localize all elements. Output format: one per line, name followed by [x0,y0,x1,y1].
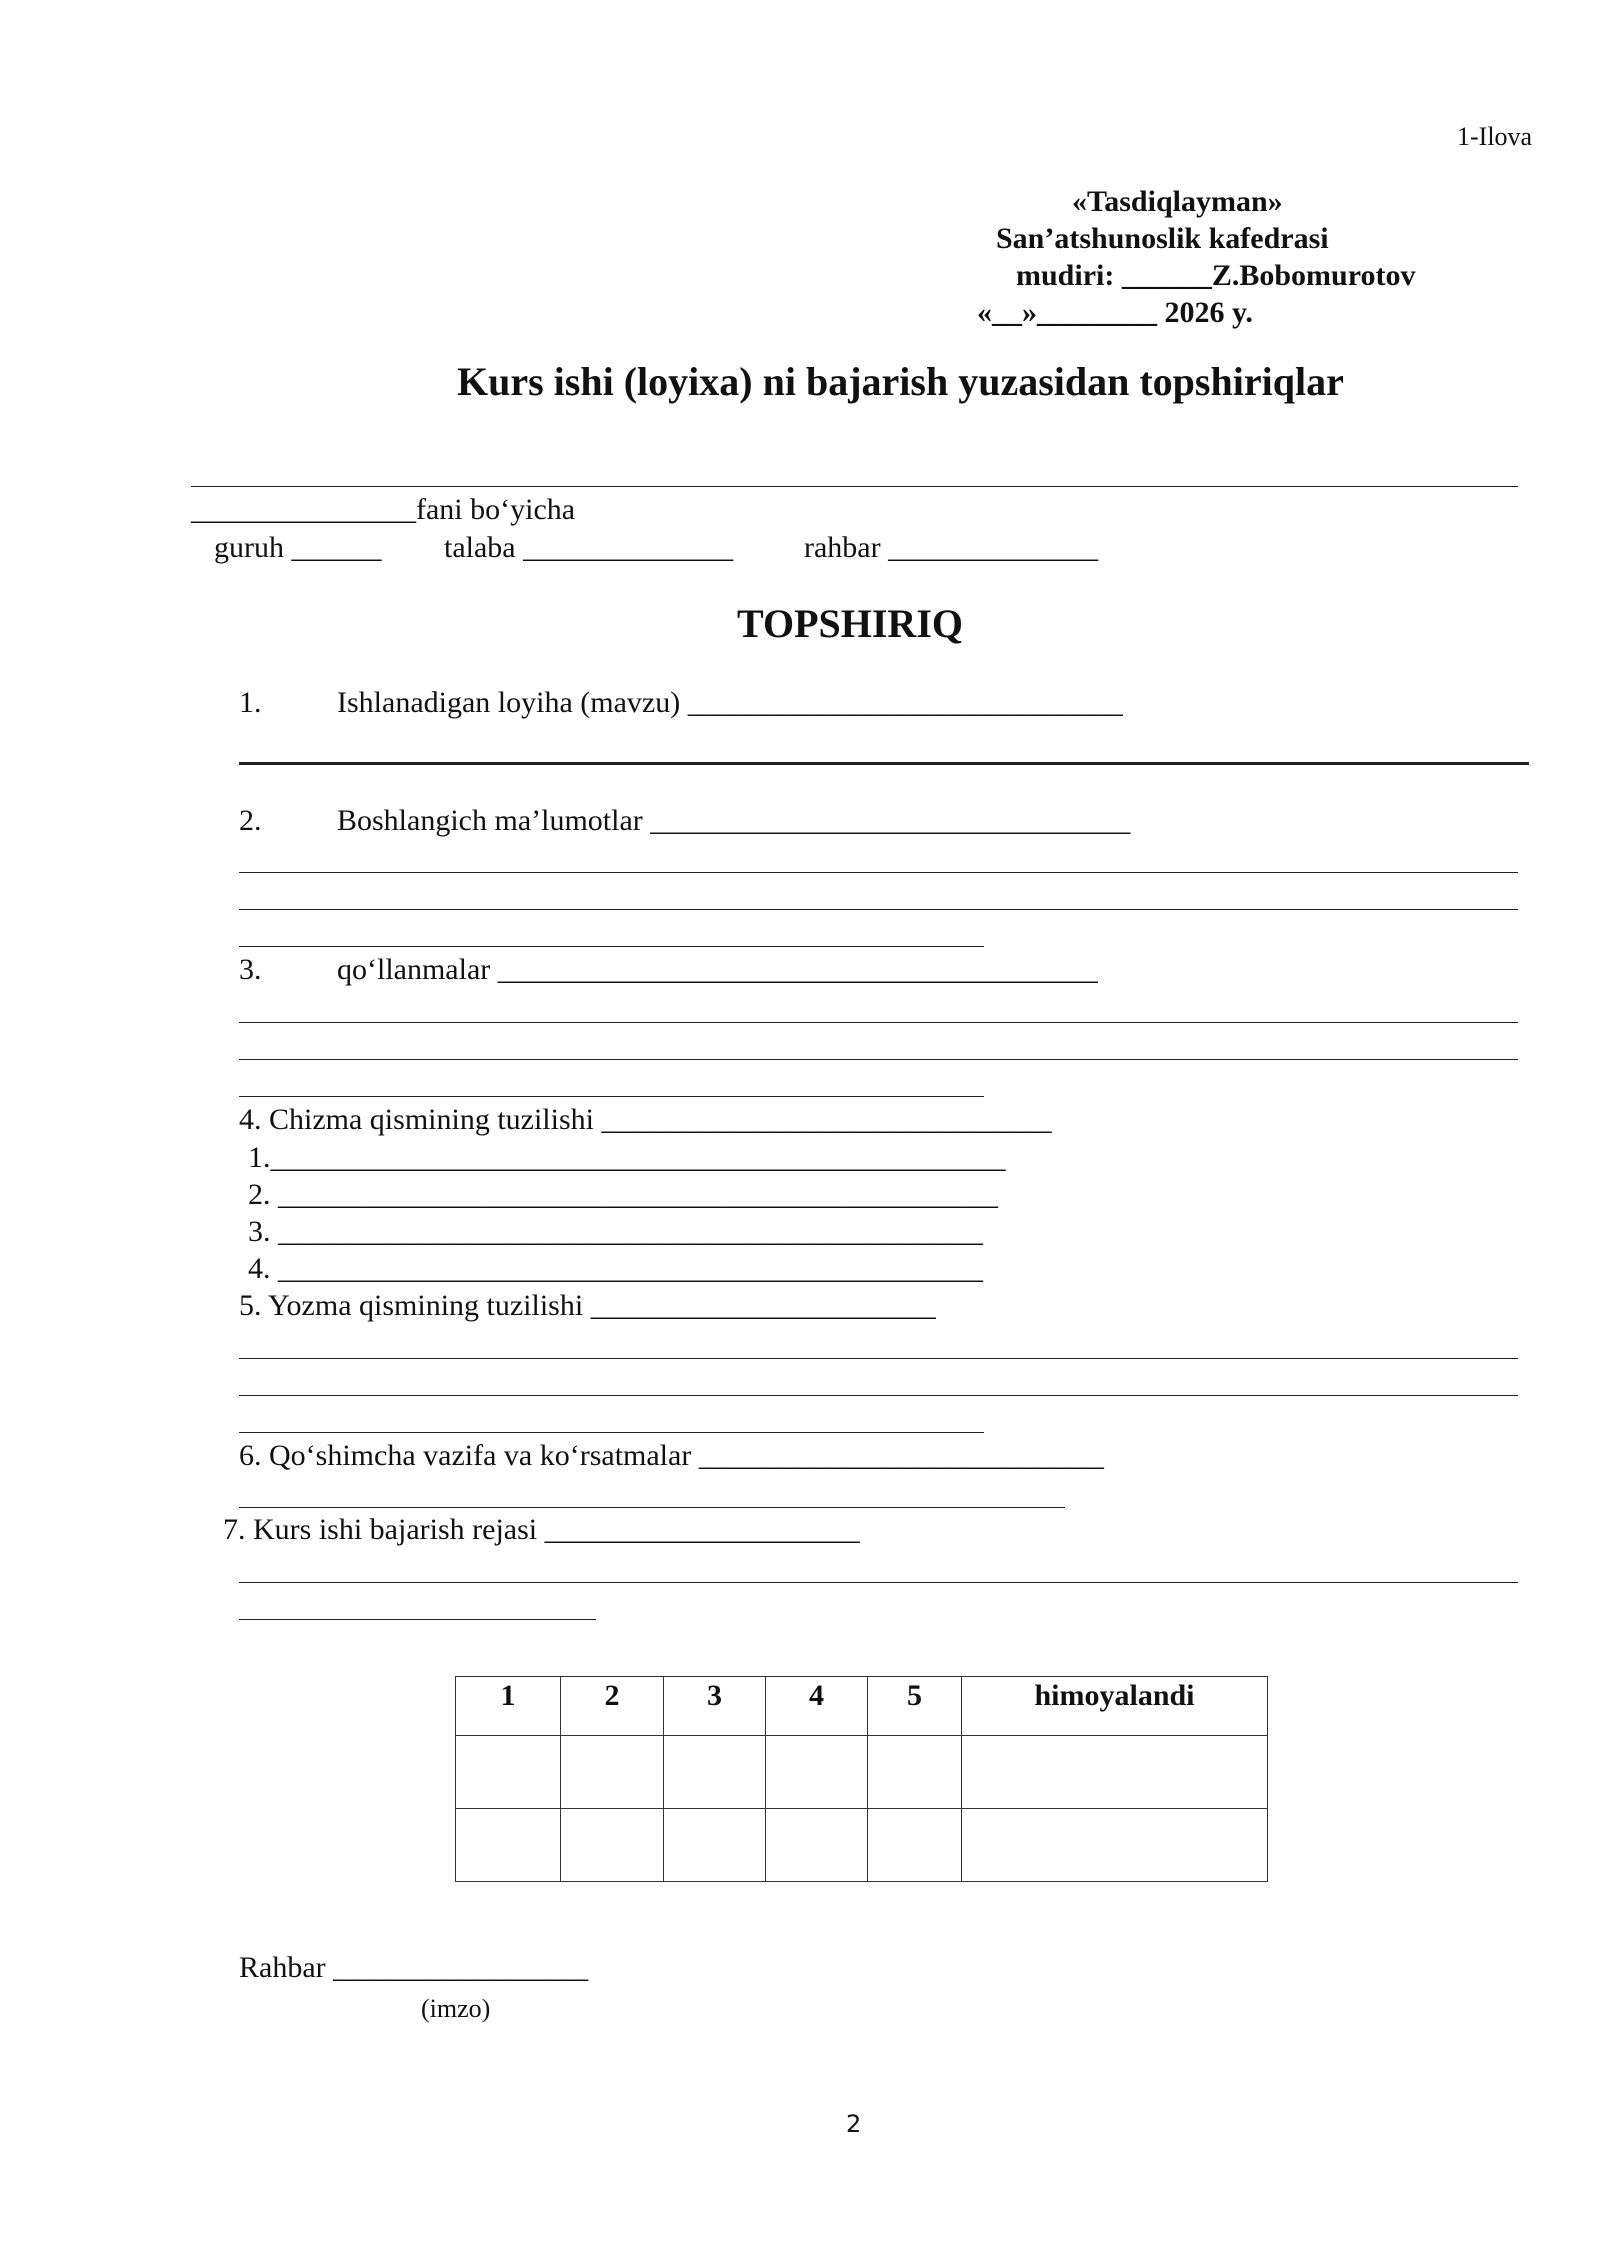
blank-line [239,762,1529,765]
table-row [456,1736,1268,1809]
approval-line-3: mudiri: ______Z.Bobomurotov [1016,259,1416,292]
table-header-cell: 5 [868,1677,962,1736]
page-title: Kurs ishi (loyixa) ni bajarish yuzasidan topshiriqlar [457,359,1344,404]
item-5-text: 5. Yozma qismining tuzilishi _______________________ [239,1289,936,1322]
item-6-text: 6. Qo‘shimcha vazifa va ko‘rsatmalar ___________________________ [239,1439,1104,1472]
item-4-sub-1: 1._________________________________________________ [248,1141,1006,1174]
table-header-cell: 3 [664,1677,766,1736]
table-row [456,1809,1268,1882]
blank-line [239,1096,984,1097]
approval-line-1: «Tasdiqlayman» [1072,185,1283,218]
item-7-text: 7. Kurs ishi bajarish rejasi _____________________ [223,1513,860,1546]
approval-line-4: «__»________ 2026 y. [977,296,1253,329]
student-field: talaba ______________ [444,531,734,564]
table-cell[interactable] [766,1736,868,1809]
item-1-number: 1. [239,686,262,719]
subject-line: _______________fani bo‘yicha [191,493,576,526]
section-title: TOPSHIRIQ [737,601,963,646]
blank-line [239,1395,1518,1396]
table-header-cell: himoyalandi [962,1677,1268,1736]
blank-line [239,909,1518,910]
item-2-text: Boshlangich ma’lumotlar ________________________________ [337,804,1131,837]
group-field: guruh ______ [214,531,382,564]
table-cell[interactable] [456,1736,561,1809]
item-3-number: 3. [239,953,262,986]
blank-line [239,946,984,947]
item-4-text: 4. Chizma qismining tuzilishi ______________________________ [239,1103,1052,1136]
blank-line [239,872,1518,873]
item-4-sub-3: 3. _______________________________________________ [248,1215,983,1248]
blank-line [239,1059,1518,1060]
approval-line-2: San’atshunoslik kafedrasi [996,222,1329,255]
item-4-sub-2: 2. ________________________________________________ [248,1178,998,1211]
signature-caption: (imzo) [421,1994,491,2023]
table-cell[interactable] [561,1809,664,1882]
table-header-row [456,1677,1268,1736]
item-1-text: Ishlanadigan loyiha (mavzu) _____________________________ [337,686,1123,719]
grade-table [455,1676,1268,1882]
blank-line [239,1619,596,1620]
page-number: 2 [846,2110,862,2138]
supervisor-field: rahbar ______________ [804,531,1099,564]
blank-line [239,1358,1518,1359]
table-cell[interactable] [766,1809,868,1882]
blank-line [239,1432,984,1433]
blank-line [239,1582,1518,1583]
appendix-label: 1-Ilova [1457,122,1533,151]
blank-line [239,1507,1065,1508]
table-cell[interactable] [561,1736,664,1809]
table-cell[interactable] [456,1809,561,1882]
table-cell[interactable] [664,1809,766,1882]
item-2-number: 2. [239,804,262,837]
signature-field: Rahbar _________________ [239,1951,589,1984]
table-cell[interactable] [962,1809,1268,1882]
table-cell[interactable] [664,1736,766,1809]
table-cell[interactable] [962,1736,1268,1809]
item-3-text: qo‘llanmalar ________________________________________ [337,953,1098,986]
item-4-sub-4: 4. _______________________________________________ [248,1252,983,1285]
blank-line [239,1022,1518,1023]
blank-line [191,486,1518,487]
table-header-cell: 4 [766,1677,868,1736]
table-header-cell: 1 [456,1677,561,1736]
table-cell[interactable] [868,1736,962,1809]
table-header-cell: 2 [561,1677,664,1736]
table-cell[interactable] [868,1809,962,1882]
